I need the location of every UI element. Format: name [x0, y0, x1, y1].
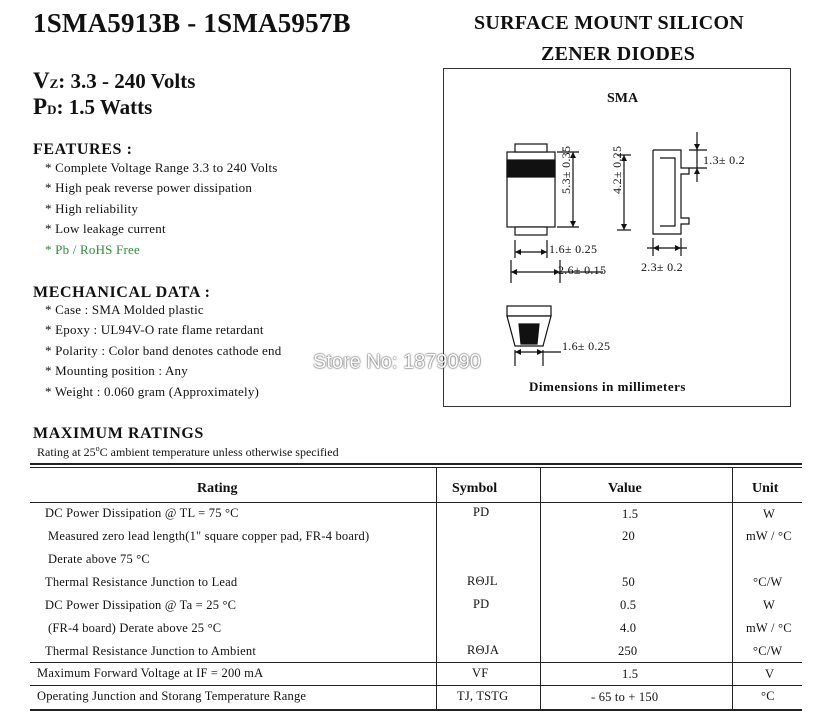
table-row-unit: W — [763, 598, 775, 612]
part-number-title: 1SMA5913B - 1SMA5957B — [33, 8, 351, 38]
feature-item-rohs: * Pb / RoHS Free — [45, 242, 140, 257]
table-row-value: 50 — [622, 575, 635, 589]
column-divider — [540, 467, 541, 710]
table-top-border-inner — [30, 467, 802, 468]
table-row-value: 250 — [618, 644, 638, 658]
mechanical-item: * Weight : 0.060 gram (Approximately) — [45, 384, 260, 399]
package-outline-drawing — [443, 68, 791, 407]
feature-item: * High peak reverse power dissipation — [45, 180, 253, 195]
table-row-rating: DC Power Dissipation @ Ta = 25 °C — [45, 598, 237, 612]
table-row-unit: °C — [761, 689, 775, 703]
feature-item: * Low leakage current — [45, 221, 166, 236]
table-row-rating: Thermal Resistance Junction to Ambient — [45, 644, 257, 658]
dimensions-footnote: Dimensions in millimeters — [529, 379, 686, 394]
feature-item: * Complete Voltage Range 3.3 to 240 Volts — [45, 160, 278, 175]
column-divider — [732, 467, 733, 710]
table-row-rating: DC Power Dissipation @ TL = 75 °C — [45, 506, 239, 520]
table-row-symbol: TJ, TSTG — [457, 689, 509, 703]
dim-side-lead-label: 2.3± 0.2 — [641, 260, 683, 274]
table-row-value: 1.5 — [622, 667, 639, 681]
table-row-value: 1.5 — [622, 507, 639, 521]
dim-height-label: 4.2± 0.25 — [610, 145, 624, 194]
col-header-rating: Rating — [197, 481, 238, 496]
pd-spec: PD: 1.5 Watts — [33, 94, 153, 119]
table-row-value: 4.0 — [620, 621, 637, 635]
col-header-unit: Unit — [752, 481, 779, 496]
store-watermark: Store No: 1879090 — [313, 351, 481, 373]
table-row-symbol: PD — [473, 505, 490, 519]
vz-spec: VZ: 3.3 - 240 Volts — [33, 68, 196, 93]
description-line-1: SURFACE MOUNT SILICON — [474, 12, 745, 34]
table-row-unit: °C/W — [753, 575, 783, 589]
col-header-symbol: Symbol — [452, 481, 498, 496]
table-header-divider — [30, 502, 802, 503]
max-ratings-note: Rating at 25$^o$C ambient temperature unless otherwise specified — [37, 444, 339, 459]
table-row-value: - 65 to + 150 — [591, 690, 659, 704]
column-divider — [436, 467, 437, 710]
table-row-unit: W — [763, 507, 775, 521]
dim-lead-width-label: 1.6± 0.25 — [549, 242, 598, 256]
table-row-rating: Derate above 75 °C — [48, 552, 150, 566]
table-row-unit: °C/W — [753, 644, 783, 658]
table-row-unit: mW / °C — [746, 621, 792, 635]
dim-length-label: 5.3± 0.35 — [559, 145, 573, 194]
table-row-unit: V — [765, 667, 775, 681]
table-row-divider — [30, 662, 802, 663]
table-row-symbol: VF — [472, 666, 489, 680]
table-row-rating: Maximum Forward Voltage at IF = 200 mA — [37, 666, 264, 680]
table-row-rating: Measured zero lead length(1" square copper pad, FR-4 board) — [48, 529, 370, 543]
mechanical-item: * Epoxy : UL94V-O rate flame retardant — [45, 322, 264, 337]
dim-thickness-label: 1.3± 0.2 — [703, 153, 745, 167]
features-heading: FEATURES : — [33, 141, 133, 158]
table-row-symbol: PD — [473, 597, 490, 611]
table-row-symbol: RΘJA — [467, 643, 500, 657]
description-line-2: ZENER DIODES — [541, 43, 696, 65]
dim-body-width-label: 2.6± 0.15 — [558, 263, 607, 277]
table-row-rating: Operating Junction and Storang Temperature Range — [37, 689, 307, 703]
table-row-rating: (FR-4 board) Derate above 25 °C — [48, 621, 222, 635]
mechanical-item: * Polarity : Color band denotes cathode end — [45, 343, 282, 358]
table-row-value: 20 — [622, 529, 635, 543]
dim-bottom-lead-label: 1.6± 0.25 — [562, 339, 611, 353]
table-row-symbol: RΘJL — [467, 574, 498, 588]
max-ratings-heading: MAXIMUM RATINGS — [33, 425, 204, 442]
package-name: SMA — [607, 91, 639, 106]
mechanical-item: * Case : SMA Molded plastic — [45, 302, 204, 317]
table-top-border — [30, 463, 802, 465]
table-row-value: 0.5 — [620, 598, 637, 612]
mechanical-item: * Mounting position : Any — [45, 363, 188, 378]
col-header-value: Value — [608, 481, 642, 496]
table-row-divider — [30, 685, 802, 686]
mechanical-heading: MECHANICAL DATA : — [33, 284, 211, 301]
table-row-rating: Thermal Resistance Junction to Lead — [45, 575, 238, 589]
table-row-unit: mW / °C — [746, 529, 792, 543]
table-bottom-border — [30, 709, 802, 711]
feature-item: * High reliability — [45, 201, 139, 216]
